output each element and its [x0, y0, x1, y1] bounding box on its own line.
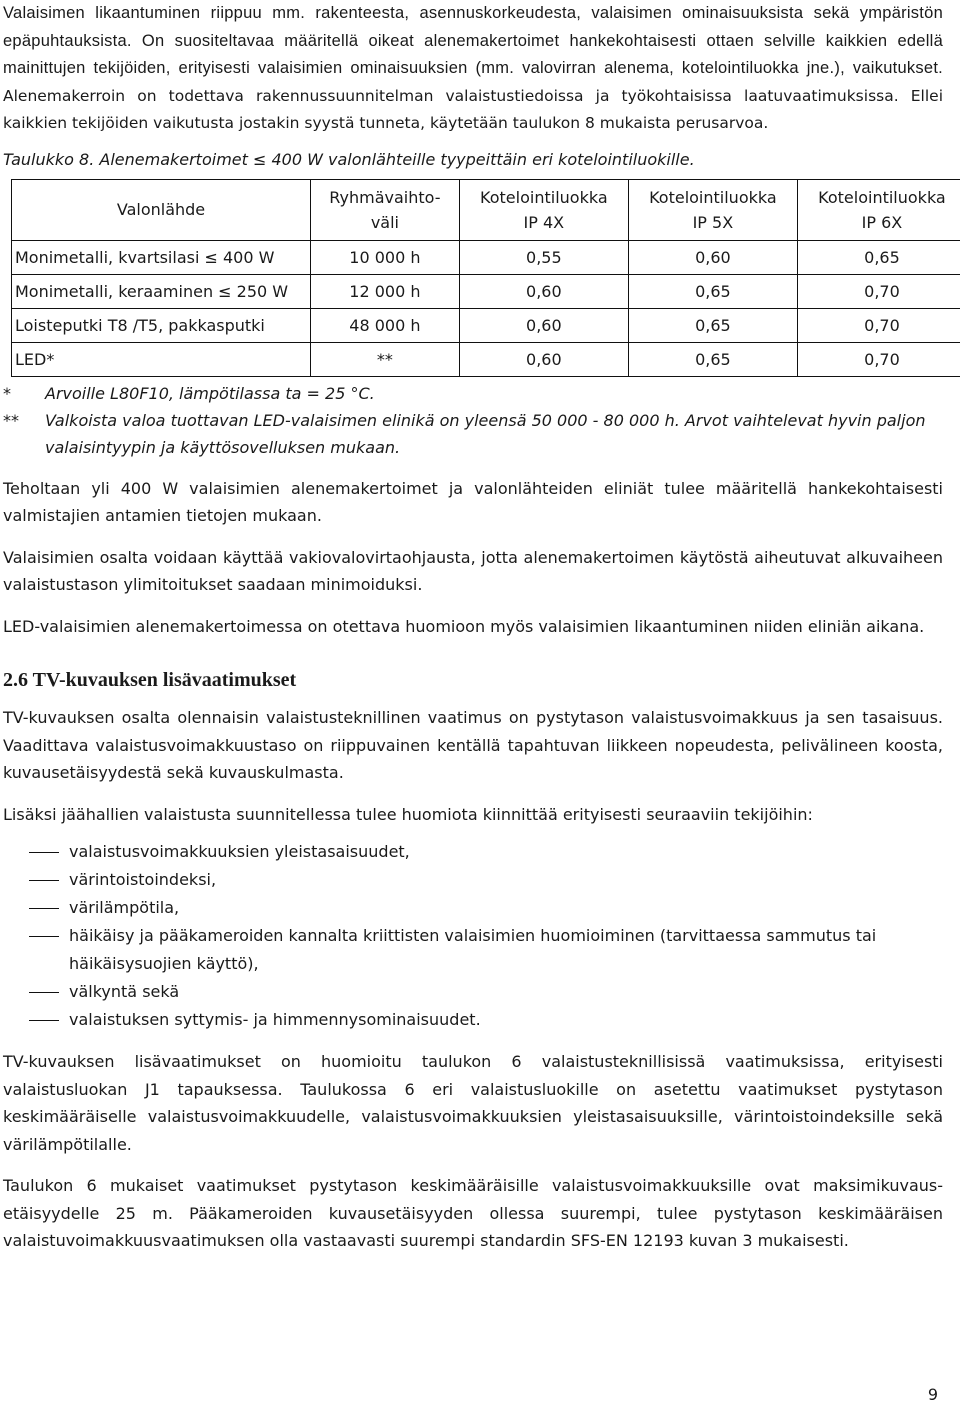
note-text: Arvoille L80F10, lämpötilassa ta = 25 °C.	[45, 383, 375, 403]
table-header-cell: Kotelointiluokka IP 5X	[628, 179, 797, 240]
list-item	[3, 978, 943, 1006]
table-cell: Monimetalli, keraaminen ≤ 250 W	[12, 274, 311, 308]
table-cell: 0,60	[628, 240, 797, 274]
table-cell: 0,65	[628, 308, 797, 342]
dash-bullet-icon	[3, 978, 69, 1006]
list-item-text: valaistusvoimakkuuksien yleistasaisuudet,	[69, 842, 410, 861]
intro-text: Valaisimen likaantuminen riippuu mm. rakenteesta, asennuskorkeudesta, valaisimen ominaisuuksista sekä ympäristön epäpuhtauksista. On suositeltavaa määritellä oikeat alenemakertoimet hankekohtaisesti ottaen selville kaikkien edellä mainittujen tekijöiden, erityisesti valaisimien ominaisuuksien (mm. valovirran alenema, kotelointiluokka jne.), vaikutukset.	[3, 4, 943, 77]
page-number: 9	[927, 1385, 938, 1404]
table-cell: LED*	[12, 342, 311, 376]
paragraph-distance: Taulukon 6 mukaiset vaatimukset pystytason keskimääräisille valaistusvoimakkuuksille ovat maksimikuvaus-etäisyydelle 25 m. Pääkameroiden kuvausetäisyyden ollessa suurempi, tulee pystytason keskimääräisen valaistuvoimakkuusvaatimuksen olla vastaavasti suurempi standardin SFS-EN 12193 kuvan 3 mukaisesti.	[3, 1176, 943, 1250]
intro-paragraph	[3, 0, 943, 138]
paragraph-over-400w: Teholtaan yli 400 W valaisimien alenemakertoimet ja valonlähteiden eliniät tulee määritellä hankekohtaisesti valmistajien antamien tietojen mukaan.	[3, 478, 943, 525]
list-item-text: värintoistoindeksi,	[69, 870, 217, 889]
table-notes	[3, 380, 943, 461]
paragraph-constant-light: Valaisimien osalta voidaan käyttää vakiovalovirtaohjausta, jotta alenemakertoimen käytöstä aiheutuvat alkuvaiheen valaistustason ylimitoitukset saadaan minimoiduksi.	[3, 547, 943, 594]
table-cell: 0,60	[459, 342, 628, 376]
table-cell: 0,65	[797, 240, 960, 274]
list-item	[3, 866, 943, 894]
note-marker: **	[3, 410, 19, 430]
section-heading: 2.6 TV-kuvauksen lisävaatimukset	[3, 669, 297, 691]
list-item-text: häikäisy ja pääkameroiden kannalta kriittisten valaisimien huomioiminen (tarvittaessa sammutus tai häikäisysuojien käyttö),	[69, 926, 877, 973]
reduction-factor-table	[11, 179, 960, 377]
note-marker: *	[3, 383, 11, 403]
factor-list	[3, 838, 943, 1034]
table-row	[12, 274, 960, 308]
list-item	[3, 922, 943, 978]
note-text: Valkoista valoa tuottavan LED-valaisimen elinikä on yleensä 50 000 - 80 000 h. Arvot vaihtelevat hyvin paljon valaisintyypin ja käyttösovelluksen mukaan.	[45, 410, 926, 457]
table-header-cell: Valonlähde	[12, 179, 311, 240]
table-note	[3, 407, 943, 461]
list-item-text: välkyntä sekä	[69, 982, 180, 1001]
table-row	[12, 240, 960, 274]
dash-bullet-icon	[3, 866, 69, 894]
table-cell: 10 000 h	[311, 240, 460, 274]
table-row	[12, 342, 960, 376]
table-cell: Monimetalli, kvartsilasi ≤ 400 W	[12, 240, 311, 274]
list-item	[3, 1006, 943, 1034]
document-page	[3, 0, 946, 1255]
dash-bullet-icon	[3, 894, 69, 922]
dash-bullet-icon	[3, 922, 69, 978]
table-cell: 48 000 h	[311, 308, 460, 342]
table-cell: 12 000 h	[311, 274, 460, 308]
paragraph-led: LED-valaisimien alenemakertoimessa on otettava huomioon myös valaisimien likaantuminen niiden eliniän aikana.	[3, 616, 925, 636]
table-header-cell: Kotelointiluokka IP 6X	[797, 179, 960, 240]
list-item	[3, 894, 943, 922]
table-cell: 0,70	[797, 342, 960, 376]
table-body	[12, 240, 960, 376]
list-item-text: värilämpötila,	[69, 898, 180, 917]
table-cell: 0,70	[797, 308, 960, 342]
dash-bullet-icon	[3, 838, 69, 866]
table-header-row	[12, 179, 960, 240]
table-cell: 0,70	[797, 274, 960, 308]
table-header-cell: Kotelointiluokka IP 4X	[459, 179, 628, 240]
table-header-cell: Ryhmävaihto- väli	[311, 179, 460, 240]
dash-bullet-icon	[3, 1006, 69, 1034]
table-cell: 0,55	[459, 240, 628, 274]
table-cell: 0,60	[459, 274, 628, 308]
list-item	[3, 838, 943, 866]
table-cell: 0,65	[628, 274, 797, 308]
table-row	[12, 308, 960, 342]
table-cell: Loisteputki T8 /T5, pakkasputki	[12, 308, 311, 342]
paragraph-tv-main: TV-kuvauksen osalta olennaisin valaistusteknillinen vaatimus on pystytason valaistusvoimakkuus ja sen tasaisuus. Vaadittava valaistusvoimakkuustaso on riippuvainen kentällä tapahtuvan liikkeen nopeudesta, pelivälineen koosta, kuvausetäisyydestä sekä kuvauskulmasta.	[3, 708, 943, 782]
table-note	[3, 380, 943, 407]
paragraph-list-intro: Lisäksi jäähallien valaistusta suunnitellessa tulee huomiota kiinnittää erityisesti seuraaviin tekijöihin:	[3, 804, 813, 824]
table-cell: 0,65	[628, 342, 797, 376]
paragraph-table6: TV-kuvauksen lisävaatimukset on huomioitu taulukon 6 valaistusteknillisissä vaatimuksissa, erityisesti valaistusluokan J1 tapauksessa. Taulukossa 6 eri valaistusluokille on asetettu vaatimukset pystytason keskimääräiselle valaistusvoimakkuudelle, valaistusvoimakkuuksien yleistasaisuuksille, värintoistoindeksille sekä värilämpötilalle.	[3, 1052, 943, 1154]
list-item-text: valaistuksen syttymis- ja himmennysominaisuudet.	[69, 1010, 481, 1029]
table-cell: 0,60	[459, 308, 628, 342]
intro-continuation-text: Alenemakerroin on todettava rakennussuunnitelman valaistustiedoissa ja työkohtaisissa laatuvaatimuksissa. Ellei kaikkien tekijöiden vaikutusta jostakin syystä tunneta, käytetään taulukon 8 mukaista perusarvoa.	[3, 86, 943, 132]
table-cell: **	[311, 342, 460, 376]
table-caption: Taulukko 8. Alenemakertoimet ≤ 400 W valonlähteille tyypeittäin eri kotelointiluokille.	[3, 149, 695, 169]
